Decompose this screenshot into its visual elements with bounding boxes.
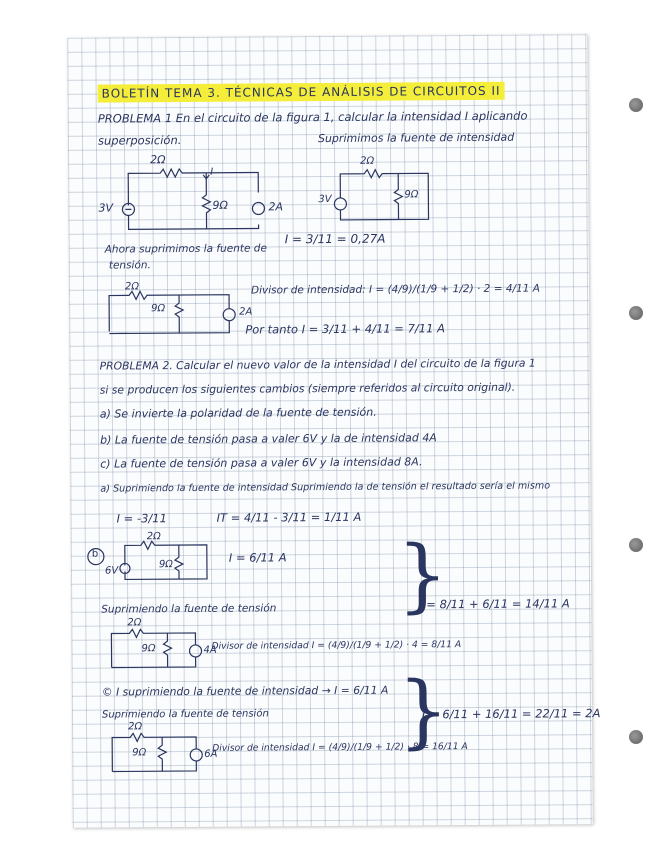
problem2-c: c) La fuente de tensión pasa a valer 6V y la intensidad 8A. [100,455,423,471]
r2-label-e: 9Ω [141,643,156,655]
circuit-b2 [101,617,217,674]
r2-label-b: 9Ω [404,189,419,201]
r1-label-b: 2Ω [360,155,375,167]
r2-label-d: 9Ω [158,559,173,571]
binder-hole-bottom [629,730,643,744]
circuit-suppressed-voltage [99,281,253,342]
circuit-b [87,531,217,592]
r2-label-f: 9Ω [132,747,147,759]
c-total: I = 6/11 + 16/11 = 22/11 = 2A [421,706,601,722]
problem2-line1: PROBLEMA 2. Calcular el nuevo valor de la intensidad I del circuito de la figura 1 [99,356,536,373]
r2-label-c: 9Ω [151,303,166,315]
binder-hole-middle [629,306,643,320]
v-label-b: 3V [318,193,332,206]
problem1-statement: PROBLEMA 1 En el circuito de la figura 1, calcular la intensidad I aplicando [97,108,528,126]
ib-label-f: 6A [204,748,218,760]
binder-hole-top [629,98,643,112]
i-label: 2A [268,200,284,214]
brace-c: } [397,664,450,758]
circuit-suppressed-current [318,155,438,226]
brace-b: } [396,528,449,622]
divisor-eq: Divisor de intensidad: I = (4/9)/(1/9 + 1/2) · 2 = 4/11 A [250,282,540,297]
problem1-statement-2: superposición. [97,133,182,148]
problem2-line2: si se producen los siguientes cambios (siempre referidos al circuito original). [99,380,516,397]
b-eq: I = 6/11 A [228,550,287,565]
total-eq: Por tanto I = 3/11 + 4/11 = 7/11 A [245,321,445,337]
problem1-suppress-current: Suprimimos la fuente de intensidad [317,130,515,146]
I-label: I [210,166,214,178]
circuit-c [102,721,218,778]
c-divisor: Divisor de intensidad I = (4/9)/(1/9 + 1/2) · 8 = 16/11 A [212,741,468,754]
solution-a-eq1: I = -3/11 [116,511,167,526]
c-suppress: Suprimiendo la fuente de tensión [101,708,269,721]
r1-label-f: 2Ω [128,721,143,733]
circuit-figure-1 [98,152,299,233]
c-line: © I suprimiendo la fuente de intensidad → I = 6/11 A [101,683,389,699]
v-label-d: 6V [104,565,119,577]
r1-label-e: 2Ω [127,617,142,629]
page-title: BOLETÍN TEMA 3. TÉCNICAS DE ANÁLISIS DE CIRCUITOS II [98,82,505,103]
r1-label-d: 2Ω [146,531,161,543]
b-suppress: Suprimiendo la fuente de tensión [101,602,277,616]
r2-label: 9Ω [212,198,228,212]
suppress-voltage-text: Ahora suprimimos la fuente de [104,242,267,256]
i-label-e: 4A [203,644,217,656]
b-divisor: Divisor de intensidad I = (4/9)/(1/9 + 1/2) · 4 = 8/11 A [211,639,462,652]
notebook-page [67,34,601,828]
problem2-b: b) La fuente de tensión pasa a valer 6V y la de intensidad 4A [100,431,437,447]
result-eq-1: I = 3/11 = 0,27A [284,231,386,247]
suppress-voltage-text-2: tensión. [108,259,151,272]
problem2-a: a) Se invierte la polaridad de la fuente de tensión. [99,405,377,421]
b-total: I = 8/11 + 6/11 = 14/11 A [419,596,570,612]
solution-a-eq2: IT = 4/11 - 3/11 = 1/11 A [216,509,362,525]
i-label-c: 2A [239,306,253,318]
binder-hole-lower [629,538,643,552]
v-label: 3V [98,201,114,215]
b-circle-label: b [91,548,99,560]
solution-a: a) Suprimiendo la fuente de intensidad Suprimiendo la de tensión el resultado sería el mismo [100,480,551,495]
r1-label: 2Ω [150,153,166,167]
r1-label-c: 2Ω [124,281,140,293]
